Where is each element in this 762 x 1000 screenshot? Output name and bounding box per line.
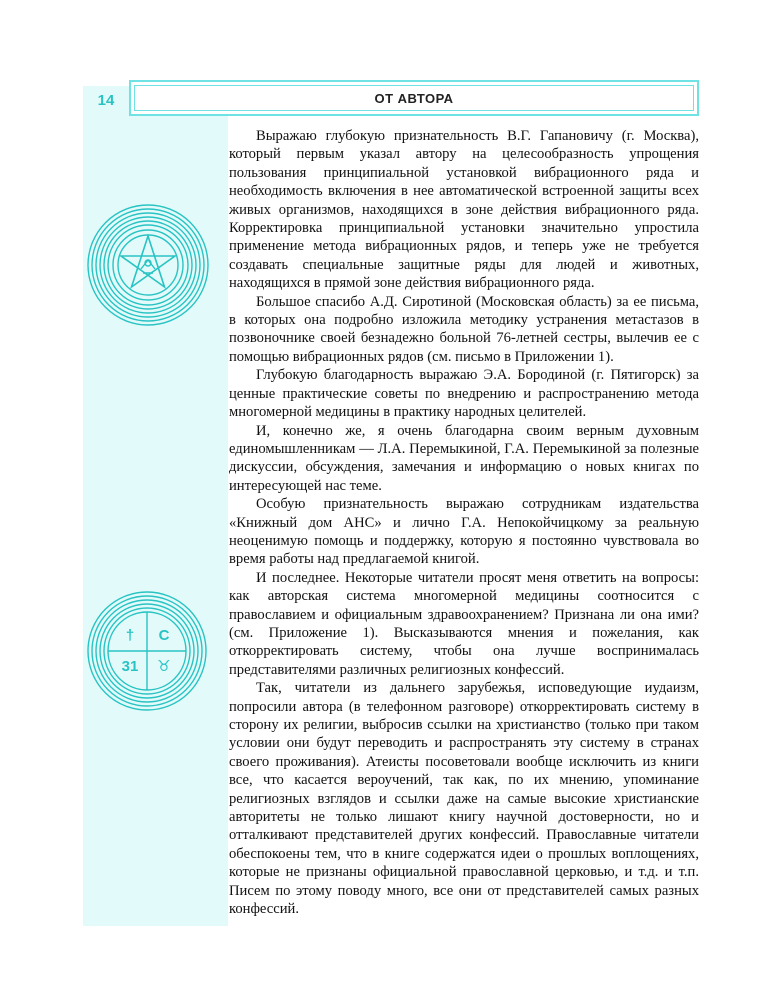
paragraph: Большое спасибо А.Д. Сиротиной (Московская область) за ее письма, в которых она подробно изложила методику устранения метастазов в позвоночнике своей безнадежно больной 76-летней сестры, вылечив ее с помощью вибрационных рядов (см. письмо в Приложении 1).: [229, 293, 699, 365]
zodiac-symbol: ♉: [157, 658, 171, 675]
header-frame: [129, 80, 699, 116]
header-inner-frame: [134, 85, 694, 111]
paragraph: И последнее. Некоторые читатели просят меня ответить на вопросы: как авторская система многомерной медицины соотносится с православием и официальным здравоохранением? Признана ли она ими? (см. Приложение 1). Высказываются мнения и пожелания, как откорректировать систему, чтобы она лучше воспринималась представителями различных религиозных конфессий.: [229, 569, 699, 678]
paragraph: Особую признательность выражаю сотрудникам издательства «Книжный дом АНС» и лично Г.А. Непокойчицкому за реальную неоценимую помощь и поддержку, которую я постоянно чувствовала во время работы над предлагаемой книгой.: [229, 496, 699, 568]
paragraph: Глубокую благодарность выражаю Э.А. Бородиной (г. Пятигорск) за ценные практические советы по внедрению и распространению метода многомерной медицины в практику народных целителей.: [229, 367, 699, 421]
number-31-symbol: 31: [121, 658, 139, 675]
cross-symbol: †: [125, 627, 135, 644]
paragraph: Выражаю глубокую признательность В.Г. Гапановичу (г. Москва), который первым указал автору на целесообразность упрощения пользования принципиальной установкой вибрационного ряда и необходимость включения в нее автоматической встроенной защиты всех живых организмов, находящихся в зоне действия вибрационного ряда. Корректировка принципиальной установки значительно упростила применение метода вибрационных рядов, и теперь уже не требуется создавать специальные защитные ряды для людей и животных, находящихся в прямой зоне действия вибрационного ряда.: [229, 128, 699, 292]
body-text: [229, 127, 699, 918]
pentagram-emblem-icon: [86, 203, 210, 327]
chapter-title: ОТ АВТОРА: [374, 90, 454, 106]
c-letter-symbol: С: [158, 627, 170, 644]
symbol-emblem-icon: [86, 590, 208, 712]
paragraph: И, конечно же, я очень благодарна своим верным духовным единомышленникам — Л.А. Перемыкиной, Г.А. Перемыкиной за полезные дискуссии, обсуждения, замечания и информацию о новых книгах по интересующей нас теме.: [229, 422, 699, 494]
paragraph: Так, читатели из дальнего зарубежья, исповедующие иудаизм, попросили автора (в телефонном разговоре) откорректировать систему в сторону их религии, выбросив ссылки на христианство (только при таком условии они будут переводить и распространять эту систему в странах своего проживания). Атеисты посоветовали вообще исключить из книги все, что касается вероучений, так как, по их мнению, упоминание религиозных взглядов и ссылки даже на самые высокие христианские авторитеты не только лишают книгу научной достоверности, но и отталкивают представителей других конфессий. Православные читатели обеспокоены тем, что в книге содержатся идеи о прошлых воплощениях, которые не признаны официальной православной церковью, и т.д. и т.п. Писем по этому поводу много, все они от представителей самых разных конфессий.: [229, 680, 699, 918]
page-number: 14: [97, 91, 115, 109]
